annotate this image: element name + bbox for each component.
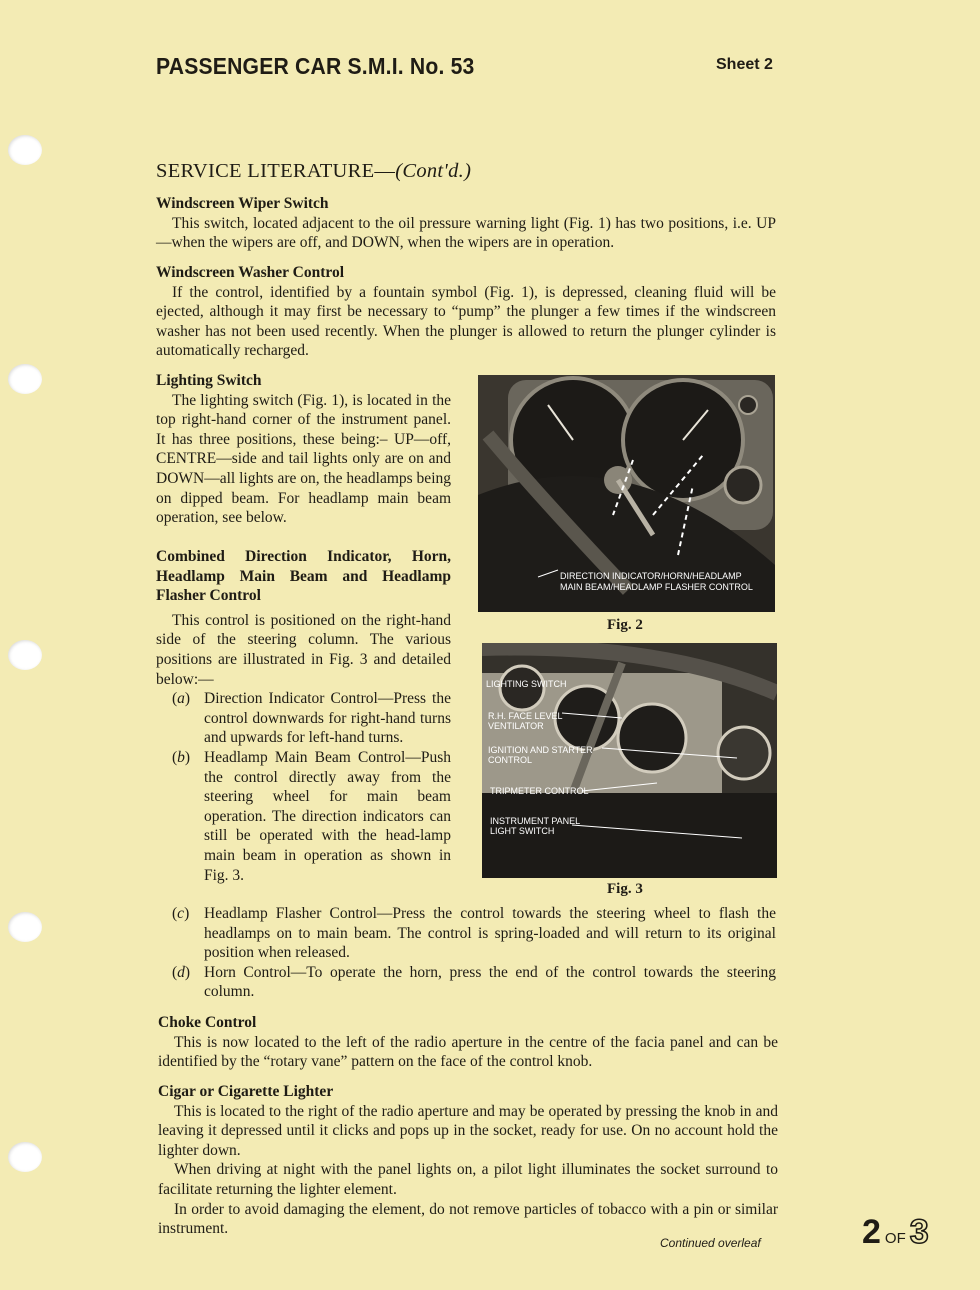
fig3-label: INSTRUMENT PANEL [490,816,581,826]
sheet-number: Sheet 2 [716,56,773,73]
list-text: Direction Indicator Control—Press the control downwards for right-hand turns and upwards for left-hand turns. [204,690,451,747]
lighting-section [156,371,451,528]
combined-heading: Combined Direction Indicator, Horn, Headlamp Main Beam and Headlamp Flasher Control [156,548,451,605]
choke-heading: Choke Control [158,1014,257,1031]
fig2-photo [478,375,775,612]
list-marker: (b) [172,748,191,766]
page-of: OF [884,1230,906,1247]
washer-section [156,263,776,361]
fig3-label: IGNITION AND STARTER [488,745,593,755]
combined-control-continued [156,904,776,1002]
punch-hole [8,912,42,942]
lighting-heading: Lighting Switch [156,372,262,389]
list-item [156,904,776,963]
lighting-body: The lighting switch (Fig. 1), is located in the top right-hand corner of the instrument panel. It has three positions, these being:– UP—off, CENTRE—side and tail lights only are on and DOWN—all lights are on, the headlamps being on dipped beam. For headlamp main beam operation, see below. [156,391,451,527]
list-item [156,748,451,885]
fig3-illustration [482,643,777,878]
choke-section [158,1013,778,1072]
fig3-label: R.H. FACE LEVEL [488,711,563,721]
choke-body: This is now located to the left of the radio aperture in the centre of the facia panel and can be identified by the “rotary vane” pattern on the face of the control knob. [158,1033,778,1071]
list-item [156,963,776,1002]
list-marker: (d) [172,963,191,981]
fig3-photo [482,643,777,878]
page-number [862,1213,929,1252]
fig3-label: TRIPMETER CONTROL [490,786,589,796]
wiper-body: This switch, located adjacent to the oil pressure warning light (Fig. 1) has two positions, i.e. UP—when the wipers are off, and DOWN, when the wipers are in operation. [156,214,776,252]
combined-body: This control is positioned on the right-hand side of the steering column. The various positions are illustrated in Fig. 3 and detailed below:— [156,611,451,688]
lighter-para: This is located to the right of the radio aperture and may be operated by pressing the knob in and leaving it depressed until it clicks and pops up in the socket, ready for use. On no account hold the lighter down. [158,1102,778,1159]
page-current: 2 [862,1213,881,1251]
fig2-label: DIRECTION INDICATOR/HORN/HEADLAMP [560,571,742,581]
punch-hole [8,640,42,670]
fig3-label: LIGHT SWITCH [490,826,555,836]
section-title: SERVICE LITERATURE—(Cont'd.) [156,160,472,182]
list-text: Horn Control—To operate the horn, press the end of the control towards the steering column. [204,963,776,1001]
combined-control-section [156,547,451,885]
washer-body: If the control, identified by a fountain symbol (Fig. 1), is depressed, cleaning fluid will be ejected, although it may first be necessary to “pump” the plunger a few times if the windscreen washer has not been used recently. When the plunger is allowed to return the plunger cylinder is automatically recharged. [156,283,776,360]
lighter-heading: Cigar or Cigarette Lighter [158,1083,334,1100]
fig3-label: LIGHTING SWITCH [486,679,567,689]
washer-heading: Windscreen Washer Control [156,264,345,281]
fig3-caption: Fig. 3 [607,881,643,897]
fig2-caption: Fig. 2 [607,617,643,633]
list-text: Headlamp Flasher Control—Press the control towards the steering wheel to flash the headlamps on to main beam. The control is spring-loaded and will return to its original position when released. [204,905,776,962]
list-marker: (c) [172,905,190,922]
fig3-label: VENTILATOR [488,721,544,731]
lighter-para: In order to avoid damaging the element, do not remove particles of tobacco with a pin or similar instrument. [158,1200,778,1238]
continued-note: Continued overleaf [660,1236,761,1250]
document-title: PASSENGER CAR S.M.I. No. 53 [156,53,475,79]
list-text: Headlamp Main Beam Control—Push the control directly away from the steering wheel for main beam operation. The direction indicators can still be operated with the head-lamp main beam in operation as shown in Fig. 3. [204,748,451,884]
fig2-label: MAIN BEAM/HEADLAMP FLASHER CONTROL [560,582,753,592]
lighter-section [158,1082,778,1239]
fig3-label: CONTROL [488,755,533,765]
wiper-heading: Windscreen Wiper Switch [156,195,329,212]
punch-hole [8,364,42,394]
fig2-illustration [478,375,775,612]
punch-hole [8,135,42,165]
punch-hole [8,1142,42,1172]
lighter-para: When driving at night with the panel lights on, a pilot light illuminates the socket surround to facilitate returning the lighter element. [158,1161,778,1198]
page-total: 3 [909,1213,929,1251]
list-marker: (a) [172,690,191,708]
wiper-section [156,194,776,253]
list-item [156,689,451,748]
